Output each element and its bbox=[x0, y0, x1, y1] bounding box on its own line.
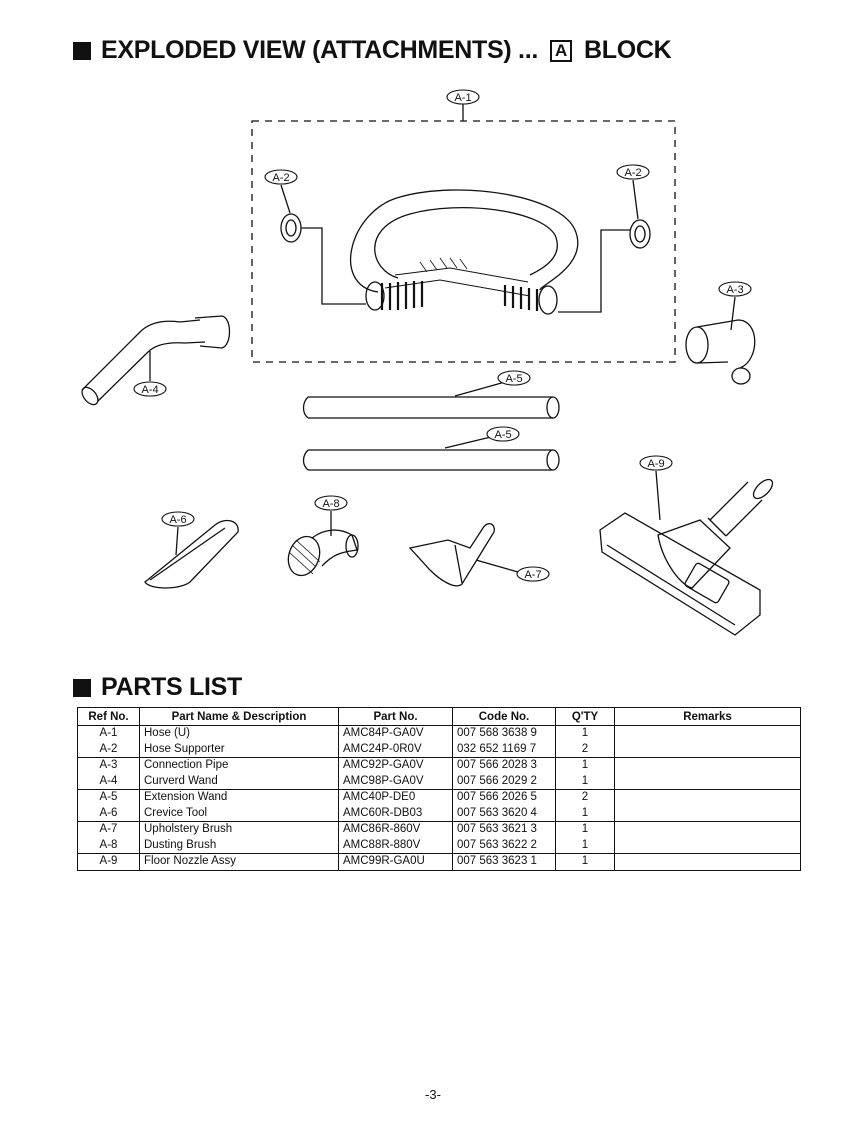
cell-qty: 1 bbox=[556, 726, 615, 742]
table-row bbox=[78, 790, 801, 806]
svg-text:A-2: A-2 bbox=[624, 167, 642, 179]
parts-list-heading bbox=[73, 673, 242, 702]
cell-qty: 1 bbox=[556, 854, 615, 871]
upholstery-brush-drawing bbox=[410, 524, 494, 586]
heading-suffix: BLOCK bbox=[584, 36, 672, 64]
parts-list-title: PARTS LIST bbox=[101, 673, 242, 701]
col-header-part: Part No. bbox=[339, 708, 453, 726]
floor-nozzle-drawing bbox=[600, 476, 776, 635]
cell-code-no: 007 563 3623 1 bbox=[453, 854, 556, 871]
callout-a5-bottom bbox=[487, 427, 519, 441]
callout-a2-right bbox=[617, 165, 649, 179]
col-header-ref: Ref No. bbox=[78, 708, 140, 726]
cell-remarks bbox=[615, 758, 801, 774]
cell-name: Upholstery Brush bbox=[140, 822, 339, 838]
col-header-code: Code No. bbox=[453, 708, 556, 726]
cell-part-no: AMC84P-GA0V bbox=[339, 726, 453, 742]
parts-table bbox=[77, 707, 801, 871]
cell-remarks bbox=[615, 854, 801, 871]
cell-name: Hose (U) bbox=[140, 726, 339, 742]
svg-text:A-9: A-9 bbox=[647, 458, 665, 470]
cell-code-no: 007 566 2026 5 bbox=[453, 790, 556, 806]
hose-supporter-right-drawing bbox=[558, 220, 650, 312]
cell-qty: 1 bbox=[556, 806, 615, 822]
cell-remarks bbox=[615, 742, 801, 758]
cell-ref: A-5 bbox=[99, 791, 118, 804]
cell-qty: 1 bbox=[556, 774, 615, 790]
table-header-row bbox=[78, 708, 801, 726]
connection-pipe-drawing bbox=[686, 320, 755, 384]
cell-part-no: AMC88R-880V bbox=[339, 838, 453, 854]
table-row bbox=[78, 742, 801, 758]
table-row bbox=[78, 806, 801, 822]
table-row bbox=[78, 774, 801, 790]
cell-part-no: AMC24P-0R0V bbox=[339, 742, 453, 758]
svg-text:A-5: A-5 bbox=[494, 429, 512, 441]
hose-group-box bbox=[252, 121, 675, 362]
callout-a5-top bbox=[498, 371, 530, 385]
cell-part-no: AMC99R-GA0U bbox=[339, 854, 453, 871]
cell-name: Hose Supporter bbox=[140, 742, 339, 758]
cell-code-no: 007 566 2029 2 bbox=[453, 774, 556, 790]
block-letter-box: A bbox=[550, 40, 572, 62]
cell-code-no: 007 563 3621 3 bbox=[453, 822, 556, 838]
heading-prefix: EXPLODED VIEW (ATTACHMENTS) ... bbox=[101, 36, 538, 64]
table-row bbox=[78, 726, 801, 742]
callout-a8 bbox=[315, 496, 347, 510]
extension-wand-bottom-drawing bbox=[304, 450, 560, 470]
cell-ref: A-9 bbox=[99, 855, 118, 868]
svg-text:A-4: A-4 bbox=[141, 384, 159, 396]
svg-text:A-6: A-6 bbox=[169, 514, 187, 526]
callout-a9 bbox=[640, 456, 672, 470]
cell-code-no: 032 652 1169 7 bbox=[453, 742, 556, 758]
cell-qty: 1 bbox=[556, 838, 615, 854]
table-row bbox=[78, 838, 801, 854]
page-number: -3- bbox=[425, 1087, 441, 1102]
table-row bbox=[78, 822, 801, 838]
cell-remarks bbox=[615, 790, 801, 806]
cell-part-no: AMC98P-GA0V bbox=[339, 774, 453, 790]
cell-part-no: AMC60R-DB03 bbox=[339, 806, 453, 822]
cell-ref: A-6 bbox=[78, 806, 140, 822]
svg-text:A-8: A-8 bbox=[322, 498, 340, 510]
callout-a2-left bbox=[265, 170, 297, 184]
cell-part-no: AMC92P-GA0V bbox=[339, 758, 453, 774]
callout-a3 bbox=[719, 282, 751, 296]
svg-text:A-2: A-2 bbox=[272, 172, 290, 184]
cell-name: Floor Nozzle Assy bbox=[140, 854, 339, 871]
hose-drawing bbox=[351, 190, 578, 314]
cell-ref: A-7 bbox=[99, 823, 118, 836]
table-row bbox=[78, 758, 801, 774]
cell-remarks bbox=[615, 838, 801, 854]
svg-text:A-1: A-1 bbox=[454, 92, 472, 104]
cell-code-no: 007 563 3620 4 bbox=[453, 806, 556, 822]
cell-code-no: 007 563 3622 2 bbox=[453, 838, 556, 854]
svg-text:A-3: A-3 bbox=[726, 284, 744, 296]
col-header-remarks: Remarks bbox=[615, 708, 801, 726]
callout-a7 bbox=[517, 567, 549, 581]
crevice-tool-drawing bbox=[145, 521, 238, 588]
callout-a1 bbox=[447, 90, 479, 104]
cell-name: Crevice Tool bbox=[140, 806, 339, 822]
callout-a6 bbox=[162, 512, 194, 526]
col-header-name: Part Name & Description bbox=[140, 708, 339, 726]
cell-qty: 1 bbox=[556, 758, 615, 774]
hose-supporter-left-drawing bbox=[281, 214, 366, 304]
cell-qty: 2 bbox=[556, 742, 615, 758]
cell-qty: 1 bbox=[556, 822, 615, 838]
cell-ref: A-2 bbox=[78, 742, 140, 758]
dusting-brush-drawing bbox=[283, 530, 358, 580]
cell-part-no: AMC86R-860V bbox=[339, 822, 453, 838]
cell-remarks bbox=[615, 774, 801, 790]
heading-bullet-icon bbox=[73, 679, 91, 697]
cell-remarks bbox=[615, 806, 801, 822]
cell-ref: A-4 bbox=[78, 774, 140, 790]
cell-code-no: 007 568 3638 9 bbox=[453, 726, 556, 742]
table-row bbox=[78, 854, 801, 871]
callout-a4 bbox=[134, 382, 166, 396]
cell-name: Curverd Wand bbox=[140, 774, 339, 790]
cell-code-no: 007 566 2028 3 bbox=[453, 758, 556, 774]
cell-part-no: AMC40P-DE0 bbox=[339, 790, 453, 806]
cell-qty: 2 bbox=[556, 790, 615, 806]
cell-ref: A-8 bbox=[78, 838, 140, 854]
extension-wand-top-drawing bbox=[304, 397, 560, 418]
svg-text:A-7: A-7 bbox=[524, 569, 542, 581]
cell-remarks bbox=[615, 822, 801, 838]
cell-name: Connection Pipe bbox=[140, 758, 339, 774]
col-header-qty: Q'TY bbox=[556, 708, 615, 726]
cell-name: Dusting Brush bbox=[140, 838, 339, 854]
svg-text:A-5: A-5 bbox=[505, 373, 523, 385]
cell-name: Extension Wand bbox=[140, 790, 339, 806]
cell-ref: A-1 bbox=[99, 727, 118, 740]
cell-remarks bbox=[615, 726, 801, 742]
cell-ref: A-3 bbox=[99, 759, 118, 772]
